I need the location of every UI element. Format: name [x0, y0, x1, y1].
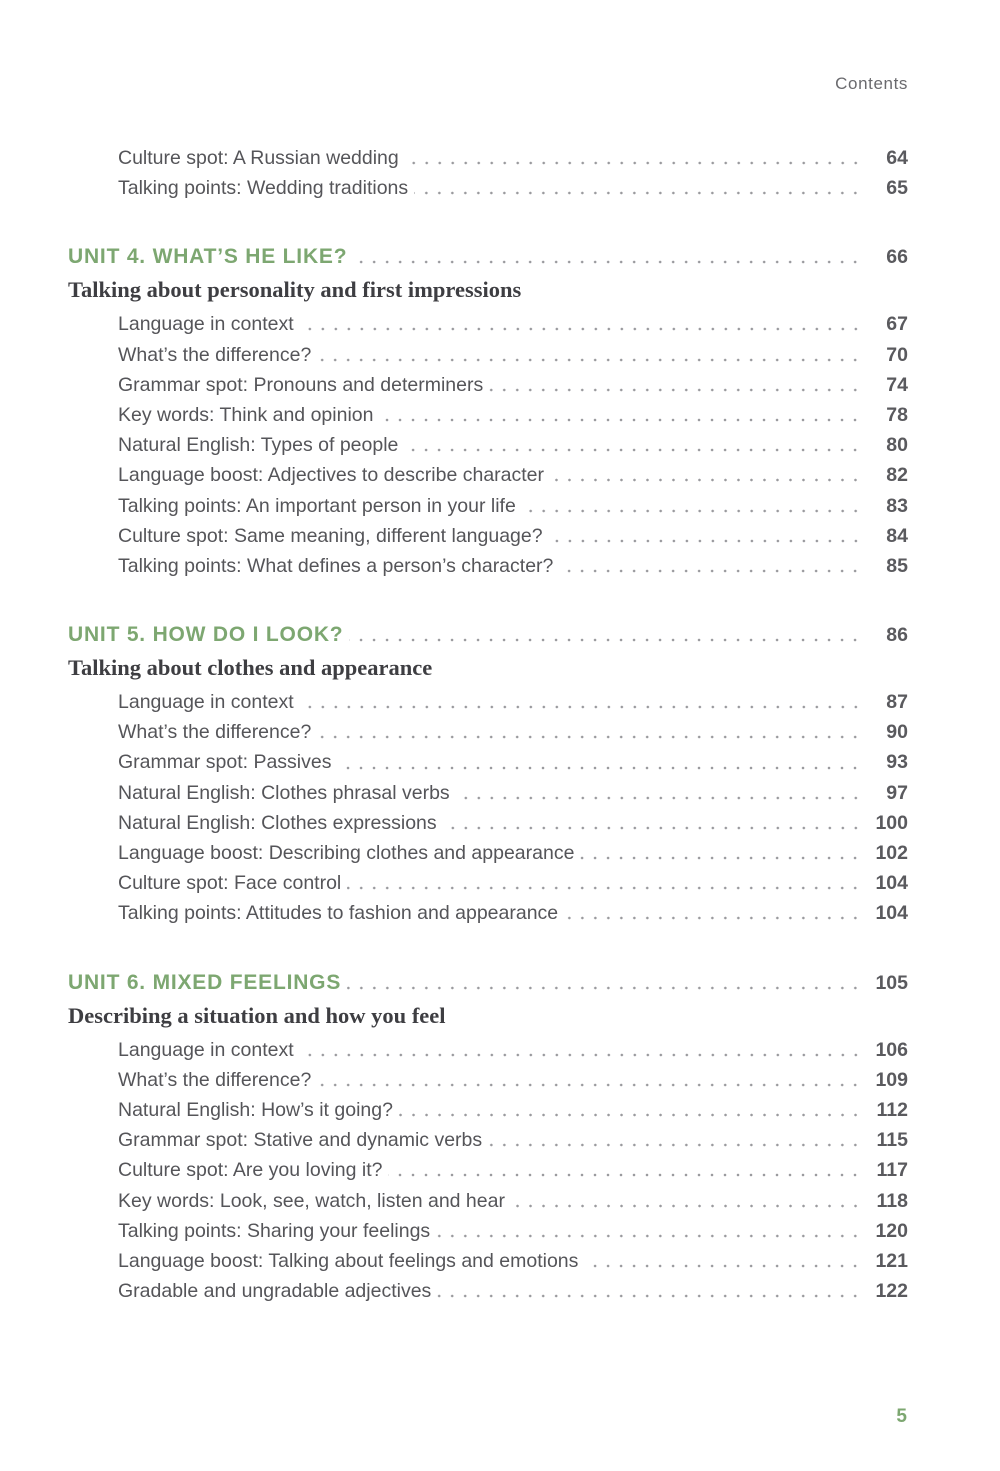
leader-dots: [580, 856, 862, 860]
toc-entry[interactable]: [68, 868, 908, 898]
toc-entry[interactable]: [68, 1216, 908, 1246]
leader-dots: [300, 1053, 862, 1057]
leader-dots: [437, 1294, 862, 1298]
toc-entry-page: 70: [886, 343, 908, 366]
leader-dots: [436, 1234, 862, 1238]
toc-entry-title: Talking points: An important person in your life: [118, 494, 516, 517]
leader-dots: [317, 1083, 862, 1087]
toc-entry-page: 117: [876, 1159, 908, 1182]
toc-entry[interactable]: [68, 898, 908, 928]
toc-entry-title: Talking points: Wedding traditions: [118, 177, 409, 200]
leader-dots: [349, 638, 862, 642]
leader-dots: [317, 358, 862, 362]
toc-entry-page: 104: [875, 872, 908, 895]
toc-entry[interactable]: [68, 808, 908, 838]
toc-entry-page: 67: [886, 313, 908, 336]
leader-dots: [317, 735, 862, 739]
toc-entry-title: Natural English: Types of people: [118, 434, 399, 457]
unit-section: [68, 967, 908, 1307]
toc-entry[interactable]: [68, 309, 908, 339]
leader-dots: [337, 766, 862, 770]
toc-entry-page: 100: [875, 811, 908, 834]
toc-entry-title: Key words: Think and opinion: [118, 403, 374, 426]
toc-entry[interactable]: [68, 1246, 908, 1276]
leader-dots: [488, 1143, 862, 1147]
toc-entry-page: 109: [875, 1068, 908, 1091]
toc-entry-page: 87: [886, 691, 908, 714]
page-number: 5: [896, 1406, 907, 1427]
toc-entry[interactable]: [68, 340, 908, 370]
toc-entry-page: 74: [886, 373, 908, 396]
leader-dots: [549, 539, 862, 543]
leader-dots: [559, 569, 862, 573]
toc-entry-title: Natural English: Clothes phrasal verbs: [118, 781, 450, 804]
toc-entry-title: Culture spot: Face control: [118, 872, 342, 895]
leader-dots: [399, 1113, 862, 1117]
toc-entry[interactable]: [68, 491, 908, 521]
toc-entry[interactable]: [68, 778, 908, 808]
unit-heading: UNIT 4. WHAT’S HE LIKE?: [68, 245, 348, 269]
toc-entry-title: What’s the difference?: [118, 721, 312, 744]
unit-heading-row[interactable]: [68, 967, 908, 999]
leader-dots: [414, 191, 862, 195]
leader-dots: [300, 327, 862, 331]
unit-heading: UNIT 6. MIXED FEELINGS: [68, 970, 342, 994]
toc-entry-title: Key words: Look, see, watch, listen and hear: [118, 1189, 505, 1212]
leader-dots: [489, 388, 862, 392]
toc-entry[interactable]: [68, 717, 908, 747]
toc-entry-page: 85: [886, 554, 908, 577]
toc-entry-title: Language boost: Talking about feelings and emotions: [118, 1249, 579, 1272]
toc-entry-page: 82: [886, 464, 908, 487]
toc-entry[interactable]: [68, 1186, 908, 1216]
toc-entry-page: 90: [886, 721, 908, 744]
toc-entry[interactable]: [68, 1125, 908, 1155]
toc-entry-title: Language boost: Describing clothes and appearance: [118, 842, 575, 864]
toc-entry-page: 84: [886, 524, 908, 547]
toc-entry-page: 104: [875, 902, 908, 925]
intro-entries: [68, 143, 908, 203]
toc-entry-title: Culture spot: Are you loving it?: [118, 1159, 383, 1182]
leader-dots: [511, 1204, 862, 1208]
toc-entry-page: 121: [875, 1249, 908, 1272]
toc-entry[interactable]: [68, 747, 908, 777]
toc-entry-page: 118: [876, 1189, 908, 1212]
toc-entry-title: What’s the difference?: [118, 1068, 312, 1091]
toc-entry[interactable]: [68, 1095, 908, 1125]
leader-dots: [388, 1173, 862, 1177]
toc-entry-page: 97: [886, 781, 908, 804]
toc-entry[interactable]: [68, 551, 908, 581]
toc-entry-title: Language in context: [118, 313, 294, 336]
leader-dots: [522, 509, 862, 513]
toc-entry-title: Grammar spot: Pronouns and determiners: [118, 373, 484, 396]
toc-entry-page: 65: [886, 177, 908, 200]
toc-entry[interactable]: [68, 143, 908, 173]
toc-entry[interactable]: [68, 1035, 908, 1065]
toc-entry[interactable]: [68, 173, 908, 203]
toc-entry-page: 83: [886, 494, 908, 517]
toc-entry-page: 102: [875, 842, 908, 864]
toc-entry-title: What’s the difference?: [118, 343, 312, 366]
toc-entry[interactable]: [68, 838, 908, 868]
unit-heading: UNIT 5. HOW DO I LOOK?: [68, 623, 344, 647]
unit-section: [68, 619, 908, 929]
leader-dots: [353, 260, 862, 264]
toc-entry[interactable]: [68, 521, 908, 551]
toc-entry-page: 112: [876, 1098, 908, 1121]
toc-entry-title: Gradable and ungradable adjectives: [118, 1280, 432, 1303]
table-of-contents: [68, 143, 908, 1306]
toc-entry-title: Culture spot: Same meaning, different language?: [118, 524, 543, 547]
toc-entry[interactable]: [68, 1155, 908, 1185]
toc-entry-page: 120: [875, 1219, 908, 1242]
unit-subtitle: Talking about clothes and appearance: [68, 655, 433, 681]
toc-entry-page: 78: [886, 403, 908, 426]
toc-entry-page: 122: [875, 1280, 908, 1303]
toc-entry-title: Language boost: Adjectives to describe character: [118, 464, 545, 487]
unit-page: 66: [886, 246, 908, 269]
unit-page: 105: [875, 971, 908, 994]
leader-dots: [456, 796, 862, 800]
toc-entry-title: Grammar spot: Passives: [118, 751, 332, 774]
toc-entry-title: Language in context: [118, 1038, 294, 1061]
toc-entry-page: 106: [875, 1038, 908, 1061]
toc-entry-title: Natural English: How’s it going?: [118, 1098, 393, 1121]
leader-dots: [584, 1264, 862, 1268]
toc-entry[interactable]: [68, 1065, 908, 1095]
leader-dots: [564, 916, 862, 920]
toc-entry-title: Culture spot: A Russian wedding: [118, 147, 399, 169]
toc-entry-page: 80: [886, 434, 908, 457]
leader-dots: [404, 448, 862, 452]
toc-entry-title: Grammar spot: Stative and dynamic verbs: [118, 1129, 483, 1152]
toc-entry[interactable]: [68, 460, 908, 490]
toc-entry-title: Language in context: [118, 691, 294, 714]
toc-entry[interactable]: [68, 370, 908, 400]
toc-entry-title: Talking points: Attitudes to fashion and appearance: [118, 902, 559, 925]
running-head: Contents: [835, 74, 908, 93]
toc-entry-title: Natural English: Clothes expressions: [118, 811, 437, 834]
unit-heading-row[interactable]: [68, 619, 908, 651]
unit-section: [68, 241, 908, 581]
leader-dots: [347, 986, 862, 990]
leader-dots: [443, 826, 862, 830]
leader-dots: [300, 705, 862, 709]
leader-dots: [405, 161, 862, 165]
unit-subtitle: Describing a situation and how you feel: [68, 1002, 446, 1028]
unit-page: 86: [886, 624, 908, 647]
toc-entry[interactable]: [68, 400, 908, 430]
toc-entry-page: 64: [886, 147, 908, 169]
toc-entry-title: Talking points: What defines a person’s character?: [118, 554, 554, 577]
toc-entry[interactable]: [68, 687, 908, 717]
toc-entry-title: Talking points: Sharing your feelings: [118, 1219, 431, 1242]
unit-subtitle: Talking about personality and first impressions: [68, 277, 522, 303]
leader-dots: [550, 478, 862, 482]
toc-entry-page: 93: [886, 751, 908, 774]
toc-entry-page: 115: [876, 1129, 908, 1152]
leader-dots: [347, 886, 862, 890]
toc-entry[interactable]: [68, 1276, 908, 1306]
toc-entry[interactable]: [68, 430, 908, 460]
unit-heading-row[interactable]: [68, 241, 908, 273]
leader-dots: [379, 418, 862, 422]
